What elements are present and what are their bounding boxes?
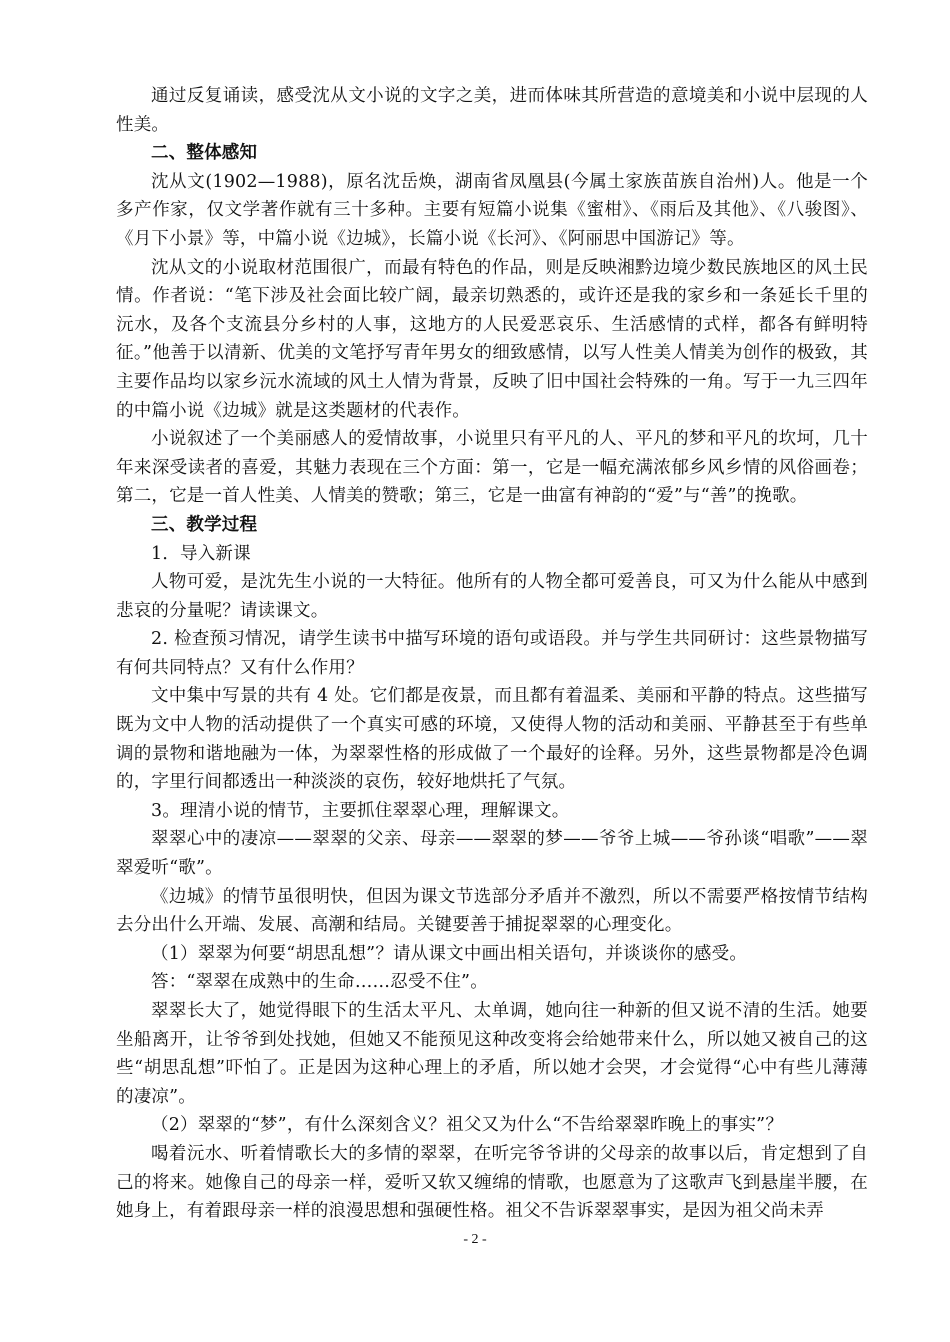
- plot-outline-paragraph: 翠翠心中的凄凉——翠翠的父亲、母亲——翠翠的梦——爷爷上城——爷孙谈“唱歌”——翠翠爱听“歌”。: [116, 829, 868, 879]
- step-3-heading: 3。理清小说的情节，主要抓住翠翠心理，理解课文。: [151, 800, 570, 821]
- intro-paragraph: 通过反复诵读，感受沈从文小说的文字之美，进而体味其所营造的意境美和小说中层现的人性美。: [116, 86, 868, 135]
- question-1: （1）翠翠为何要“胡思乱想”？请从课文中画出相关语句，并谈谈你的感受。: [151, 943, 748, 964]
- question-2: （2）翠翠的“梦”，有什么深刻含义？祖父又为什么“不告给翠翠昨晚上的事实”？: [151, 1115, 784, 1136]
- step-1-paragraph: 人物可爱，是沈先生小说的一大特征。他所有的人物全都可爱善良，可又为什么能从中感到悲哀的分量呢？请读课文。: [116, 572, 868, 621]
- step-2-paragraph: 2. 检查预习情况，请学生读书中描写环境的语句或语段。并与学生共同研讨：这些景物描写有何共同特点？又有什么作用？: [116, 629, 868, 678]
- document-body: [116, 82, 868, 1226]
- section-heading-overview: 二、整体感知: [151, 143, 258, 164]
- plot-note-paragraph: 《边城》的情节虽很明快，但因为课文节选部分矛盾并不激烈，所以不需要严格按情节结构去分出什么开端、发展、高潮和结局。关键要善于捕捉翠翠的心理变化。: [116, 886, 868, 936]
- page-number: - 2 -: [463, 1232, 487, 1247]
- author-style-paragraph: 沈从文的小说取材范围很广，而最有特色的作品，则是反映湘黔边境少数民族地区的风土民情。作者说：“笔下涉及社会面比较广阔，最亲切熟悉的，或许还是我的家乡和一条延长千里的沅水，及各个支流县分乡村的人事，这地方的人民爱恶哀乐、生活感情的式样，都各有鲜明特征。”他善于以清新、优美的文笔抒写青年男女的细致感情，以写人性美人情美为创作的极致，其主要作品均以家乡沅水流域的风土人情为背景，反映了旧中国社会特殊的一角。写于一九三四年的中篇小说《边城》就是这类题材的代表作。: [116, 257, 868, 421]
- answer-1-paragraph: 翠翠长大了，她觉得眼下的生活太平凡、太单调，她向往一种新的但又说不清的生活。她要坐船离开，让爷爷到处找她，但她又不能预见这种改变将会给她带来什么，所以她又被自己的这些“胡思乱想”吓怕了。正是因为这种心理上的矛盾，所以她才会哭，才会觉得“心中有些儿薄薄的凄凉”。: [116, 1001, 868, 1107]
- step-1-heading: 1．导入新课: [151, 543, 251, 564]
- scenery-analysis-paragraph: 文中集中写景的共有 4 处。它们都是夜景，而且都有着温柔、美丽和平静的特点。这些描写既为文中人物的活动提供了一个真实可感的环境，又使得人物的活动和美丽、平静甚至于有些单调的景物和谐地融为一体，为翠翠性格的形成做了一个最好的诠释。另外，这些景物都是冷色调的，字里行间都透出一种淡淡的哀伤，较好地烘托了气氛。: [116, 686, 868, 793]
- author-bio-paragraph: 沈从文(1902—1988)，原名沈岳焕，湖南省凤凰县(今属土家族苗族自治州)人。他是一个多产作家，仅文学著作就有三十多种。主要有短篇小说集《蜜柑》、《雨后及其他》、《八骏图》、《月下小景》等，中篇小说《边城》，长篇小说《长河》、《阿丽思中国游记》等。: [116, 171, 868, 249]
- novel-summary-paragraph: 小说叙述了一个美丽感人的爱情故事，小说里只有平凡的人、平凡的梦和平凡的坎坷，几十年来深受读者的喜爱，其魅力表现在三个方面：第一，它是一幅充满浓郁乡风乡情的风俗画卷；第二，它是一首人性美、人情美的赞歌；第三，它是一曲富有神韵的“爱”与“善”的挽歌。: [116, 429, 868, 507]
- answer-2-paragraph: 喝着沅水、听着情歌长大的多情的翠翠，在听完爷爷讲的父母亲的故事以后，肯定想到了自己的将来。她像自己的母亲一样，爱听又软又缠绵的情歌，也愿意为了这歌声飞到悬崖半腰，在她身上，有着跟母亲一样的浪漫思想和强硬性格。祖父不告诉翠翠事实，是因为祖父尚未弄: [116, 1143, 868, 1222]
- answer-1-quote: 答：“翠翠在成熟中的生命……忍受不住”。: [151, 972, 488, 993]
- section-heading-process: 三、教学过程: [151, 514, 258, 535]
